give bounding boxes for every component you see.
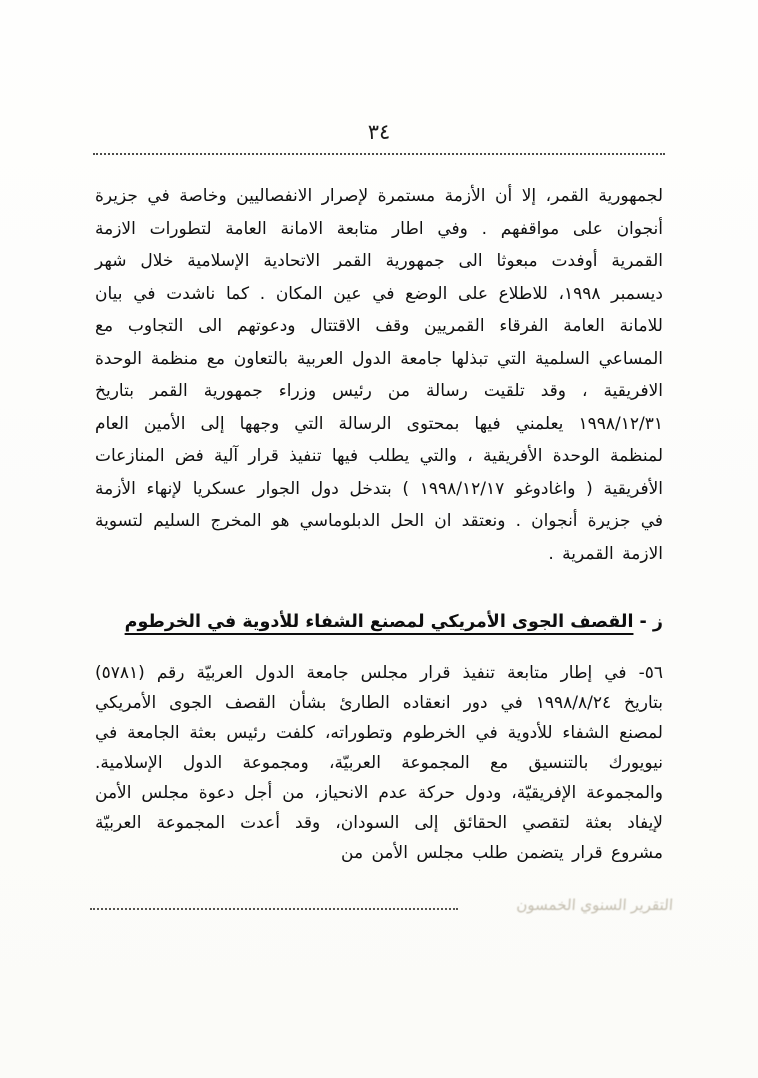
paragraph-alshifa-bombing: ٥٦- في إطار متابعة تنفيذ قرار مجلس جامعة الدول العربيّة رقم (٥٧٨١) بتاريخ ١٩٩٨/٨/٢٤ في دور انعقاده الطارئ بشأن القصف الجوى الأمريكي لمصنع الشفاء للأدوية في الخرطوم وتطوراته، كلفت رئيس بعثة الجامعة في نيويورك بالتنسيق مع المجموعة العربيّة، ومجموعة الدول الإسلامية. والمجموعة الإفريقيّة، ودول حركة عدم الانحياز، من أجل دعوة مجلس الأمن لإيفاد بعثة لتقصي الحقائق إلى السودان، وقد أعدت المجموعة العربيّة مشروع قرار يتضمن طلب مجلس الأمن من xyxy=(95,663,663,863)
top-dotted-divider xyxy=(93,153,665,155)
section-heading-title: القصف الجوى الأمريكي لمصنع الشفاء للأدوية في الخرطوم xyxy=(124,612,634,632)
section-heading xyxy=(95,612,663,632)
page-number: ٣٤ xyxy=(367,120,391,144)
section-heading-prefix: ز - xyxy=(633,612,663,632)
footer-ghost-showthrough-text: التقرير السنوي الخمسون xyxy=(515,896,674,914)
bottom-dotted-divider xyxy=(90,908,458,910)
paragraph-comoros-crisis: لجمهورية القمر، إلا أن الأزمة مستمرة لإصرار الانفصاليين وخاصة في جزيرة أنجوان على مواقفهم . وفي اطار متابعة الامانة العامة لتطورات الازمة القمرية أوفدت مبعوثا الى جمهورية القمر الاتحادية الإسلامية خلال شهر ديسمبر ١٩٩٨، للاطلاع على الوضع في عين المكان . كما ناشدت في بيان للامانة العامة الفرقاء القمريين وقف الاقتتال ودعوتهم الى التجاوب مع المساعي السلمية التي تبذلها جامعة الدول العربية بالتعاون مع منظمة الوحدة الافريقية ، وقد تلقيت رسالة من رئيس وزراء جمهورية القمر بتاريخ ١٩٩٨/١٢/٣١ يعلمني فيها بمحتوى الرسالة التي وجهها إلى الأمين العام لمنظمة الوحدة الأفريقية ، والتي يطلب فيها تنفيذ قرار آلية فض المنازعات الأفريقية ( واغادوغو ١٩٩٨/١٢/١٧ ) بتدخل دول الجوار عسكريا لإنهاء الأزمة في جزيرة أنجوان . ونعتقد ان الحل الدبلوماسي هو المخرج السليم لتسوية الازمة القمرية . xyxy=(95,186,663,564)
